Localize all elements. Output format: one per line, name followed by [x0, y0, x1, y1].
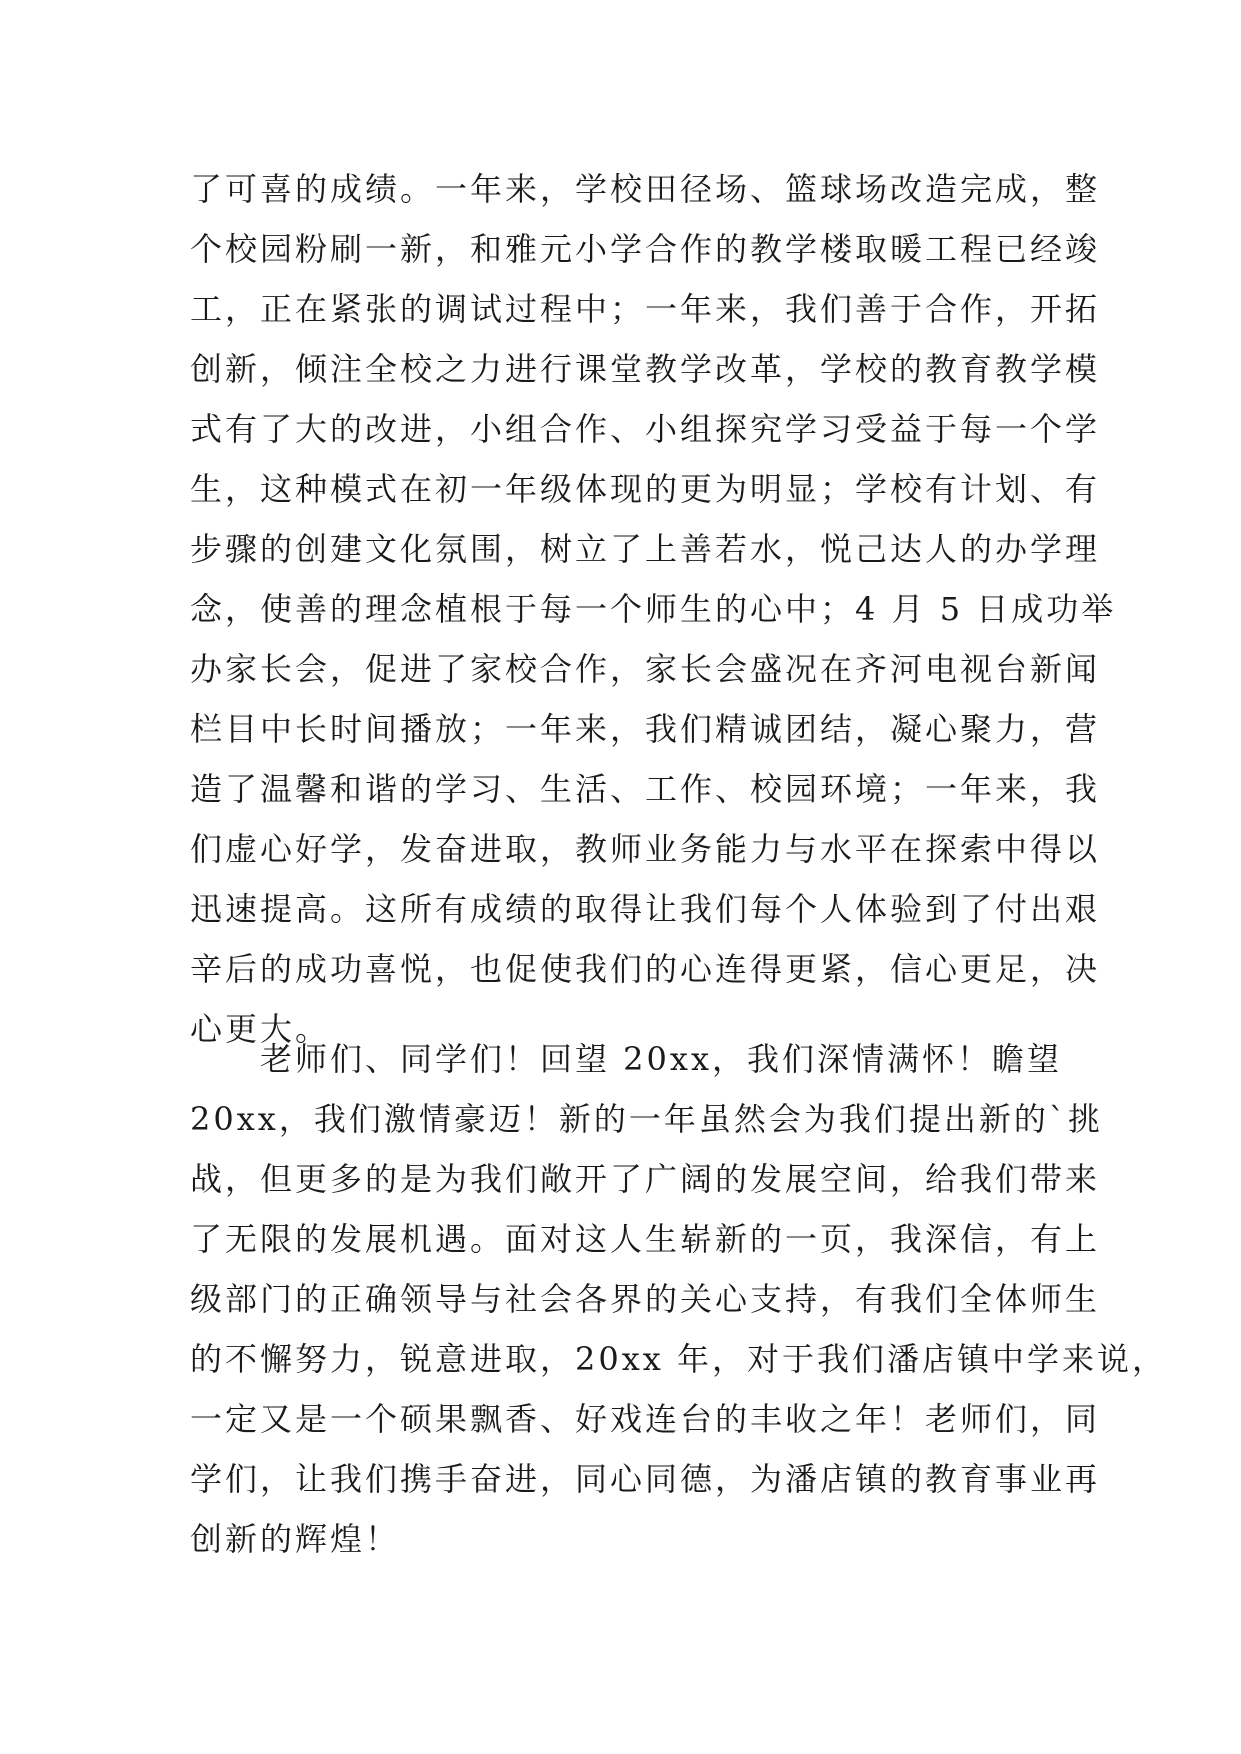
paragraph-line: 念，使善的理念植根于每一个师生的心中；4 月 5 日成功举: [190, 590, 1117, 628]
paragraph-line: 20xx，我们激情豪迈！新的一年虽然会为我们提出新的`挑: [190, 1100, 1103, 1138]
paragraph-line: 造了温馨和谐的学习、生活、工作、校园环境；一年来，我: [190, 770, 1101, 808]
paragraph-line: 创新，倾注全校之力进行课堂教学改革，学校的教育教学模: [190, 350, 1101, 388]
paragraph-line: 办家长会，促进了家校合作，家长会盛况在齐河电视台新闻: [190, 650, 1101, 688]
paragraph-line: 了无限的发展机遇。面对这人生崭新的一页，我深信，有上: [190, 1220, 1101, 1258]
paragraph-line: 级部门的正确领导与社会各界的关心支持，有我们全体师生: [190, 1280, 1101, 1318]
paragraph-line: 老师们、同学们！回望 20xx，我们深情满怀！瞻望: [190, 1040, 1062, 1078]
paragraph-line: 辛后的成功喜悦，也促使我们的心连得更紧，信心更足，决: [190, 950, 1101, 988]
paragraph-line: 工，正在紧张的调试过程中；一年来，我们善于合作，开拓: [190, 290, 1101, 328]
paragraph-line: 学们，让我们携手奋进，同心同德，为潘店镇的教育事业再: [190, 1460, 1101, 1498]
paragraph-line: 栏目中长时间播放；一年来，我们精诚团结，凝心聚力，营: [190, 710, 1101, 748]
paragraph-line: 一定又是一个硕果飘香、好戏连台的丰收之年！老师们，同: [190, 1400, 1101, 1438]
paragraph-line: 战，但更多的是为我们敞开了广阔的发展空间，给我们带来: [190, 1160, 1101, 1198]
paragraph-line: 了可喜的成绩。一年来，学校田径场、篮球场改造完成，整: [190, 170, 1101, 208]
paragraph-line: 迅速提高。这所有成绩的取得让我们每个人体验到了付出艰: [190, 890, 1101, 928]
paragraph-line: 生，这种模式在初一年级体现的更为明显；学校有计划、有: [190, 470, 1101, 508]
paragraph-line: 个校园粉刷一新，和雅元小学合作的教学楼取暖工程已经竣: [190, 230, 1101, 268]
paragraph-line: 的不懈努力，锐意进取，20xx 年，对于我们潘店镇中学来说，: [190, 1340, 1167, 1378]
paragraph-line: 创新的辉煌！: [190, 1520, 401, 1558]
paragraph-line: 们虚心好学，发奋进取，教师业务能力与水平在探索中得以: [190, 830, 1101, 868]
paragraph-line: 式有了大的改进，小组合作、小组探究学习受益于每一个学: [190, 410, 1101, 448]
paragraph-line: 步骤的创建文化氛围，树立了上善若水，悦己达人的办学理: [190, 530, 1101, 568]
paragraph-2: [190, 1029, 1167, 1569]
paragraph-line: 心更大。: [190, 1010, 331, 1048]
